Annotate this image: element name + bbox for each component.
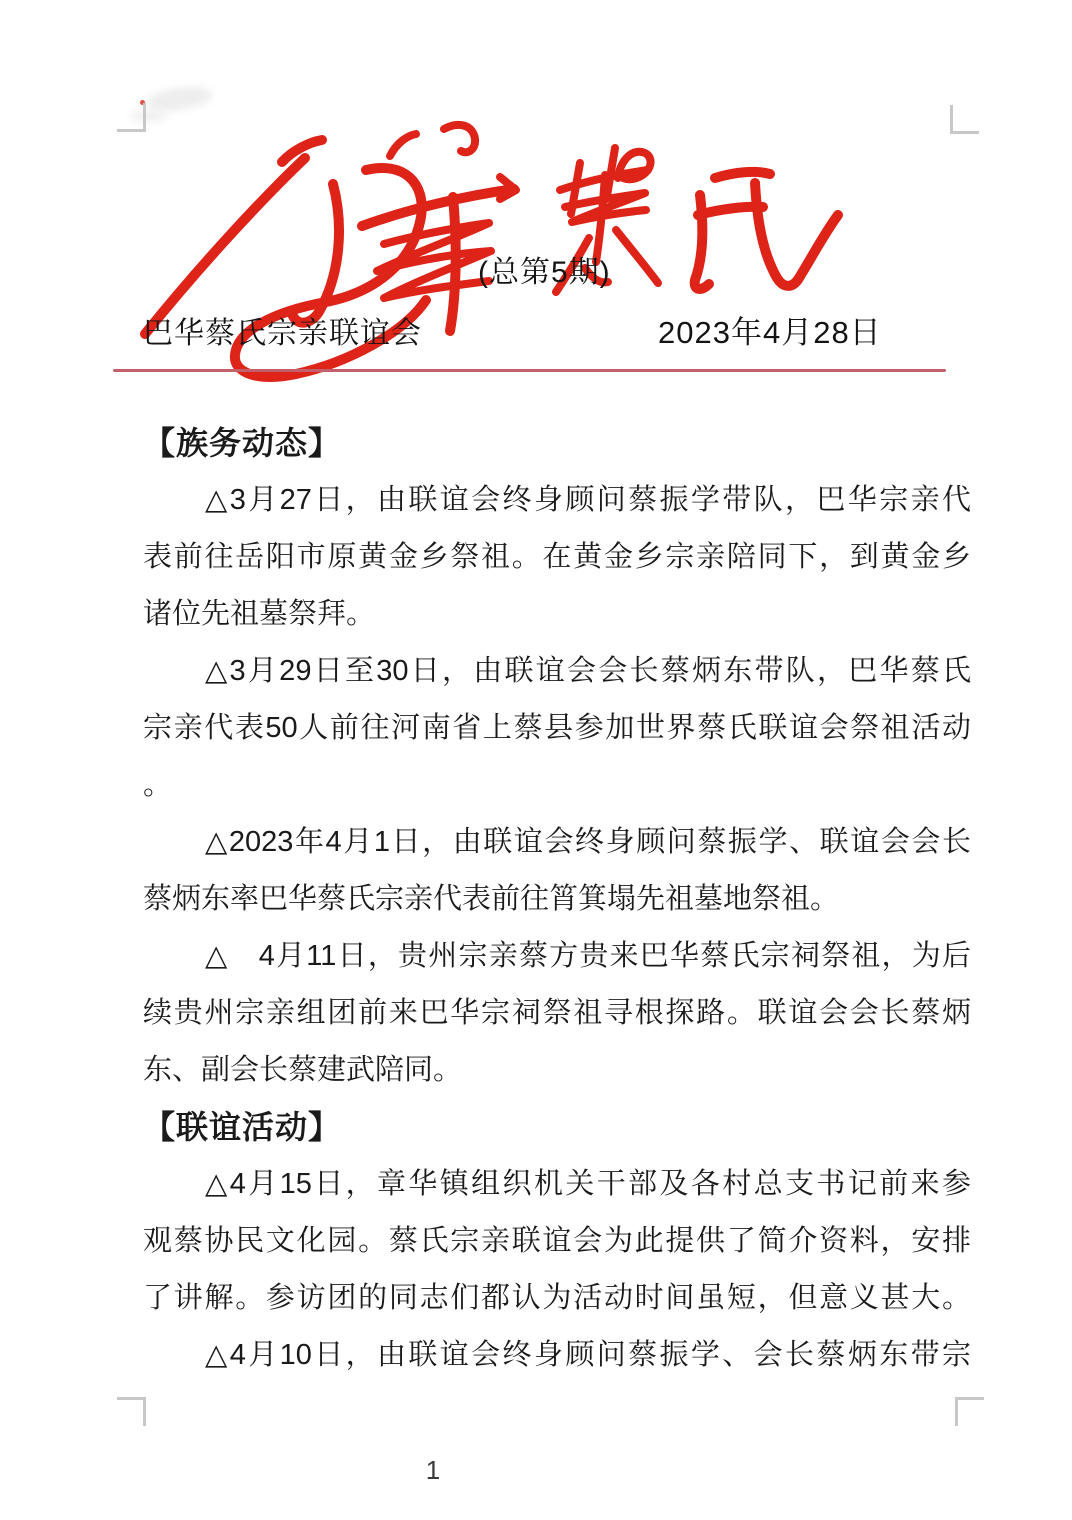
section-heading: 【族务动态】 [143, 425, 342, 461]
crop-mark-bottom-right [955, 1397, 984, 1426]
body-line: 续贵州宗亲组团前来巴华宗祠祭祖寻根探路。联谊会会长蔡炳 [143, 997, 971, 1029]
body-line: 表前往岳阳市原黄金乡祭祖。在黄金乡宗亲陪同下，到黄金乡 [143, 541, 971, 573]
calligraphy-char-hua [362, 125, 516, 331]
red-divider-rule [113, 369, 946, 372]
crop-mark-bottom-left [117, 1397, 146, 1426]
body-line: 诸位先祖墓祭拜。 [143, 598, 376, 630]
body-line: △3月27日，由联谊会终身顾问蔡振学带队，巴华宗亲代 [205, 484, 971, 516]
body-line: 了讲解。参访团的同志们都认为活动时间虽短，但意义甚大。 [143, 1282, 971, 1314]
body-line: 观蔡协民文化园。蔡氏宗亲联谊会为此提供了简介资料，安排 [143, 1225, 971, 1257]
body-line: △4月15日，章华镇组织机关干部及各村总支书记前来参 [205, 1168, 971, 1200]
body-line: 宗亲代表50人前往河南省上蔡县参加世界蔡氏联谊会祭祖活动 [143, 712, 971, 744]
body-line: 蔡炳东率巴华蔡氏宗亲代表前往筲箕塌先祖墓地祭祖。 [143, 883, 840, 915]
body-line: △4月10日，由联谊会终身顾问蔡振学、会长蔡炳东带宗 [205, 1339, 971, 1371]
body-line: 东、副会长蔡建武陪同。 [143, 1054, 463, 1086]
body-line: △2023年4月1日，由联谊会终身顾问蔡振学、联谊会会长 [205, 826, 971, 858]
calligraphy-char-shi [695, 172, 838, 289]
organization-name: 巴华蔡氏宗亲联谊会 [143, 317, 422, 350]
section-heading: 【联谊活动】 [143, 1109, 342, 1145]
body-text [143, 415, 971, 1384]
crop-mark-top-left [117, 103, 146, 132]
issue-label: (总第5期) [478, 256, 611, 289]
publication-date: 2023年4月28日 [658, 315, 882, 350]
body-line: △ 4月11日，贵州宗亲蔡方贵来巴华蔡氏宗祠祭祖，为后 [205, 940, 971, 972]
page-number: 1 [425, 1455, 441, 1485]
body-line: △3月29日至30日，由联谊会会长蔡炳东带队，巴华蔡氏 [205, 655, 971, 687]
body-line: 。 [143, 769, 173, 801]
crop-mark-top-right [950, 105, 979, 134]
